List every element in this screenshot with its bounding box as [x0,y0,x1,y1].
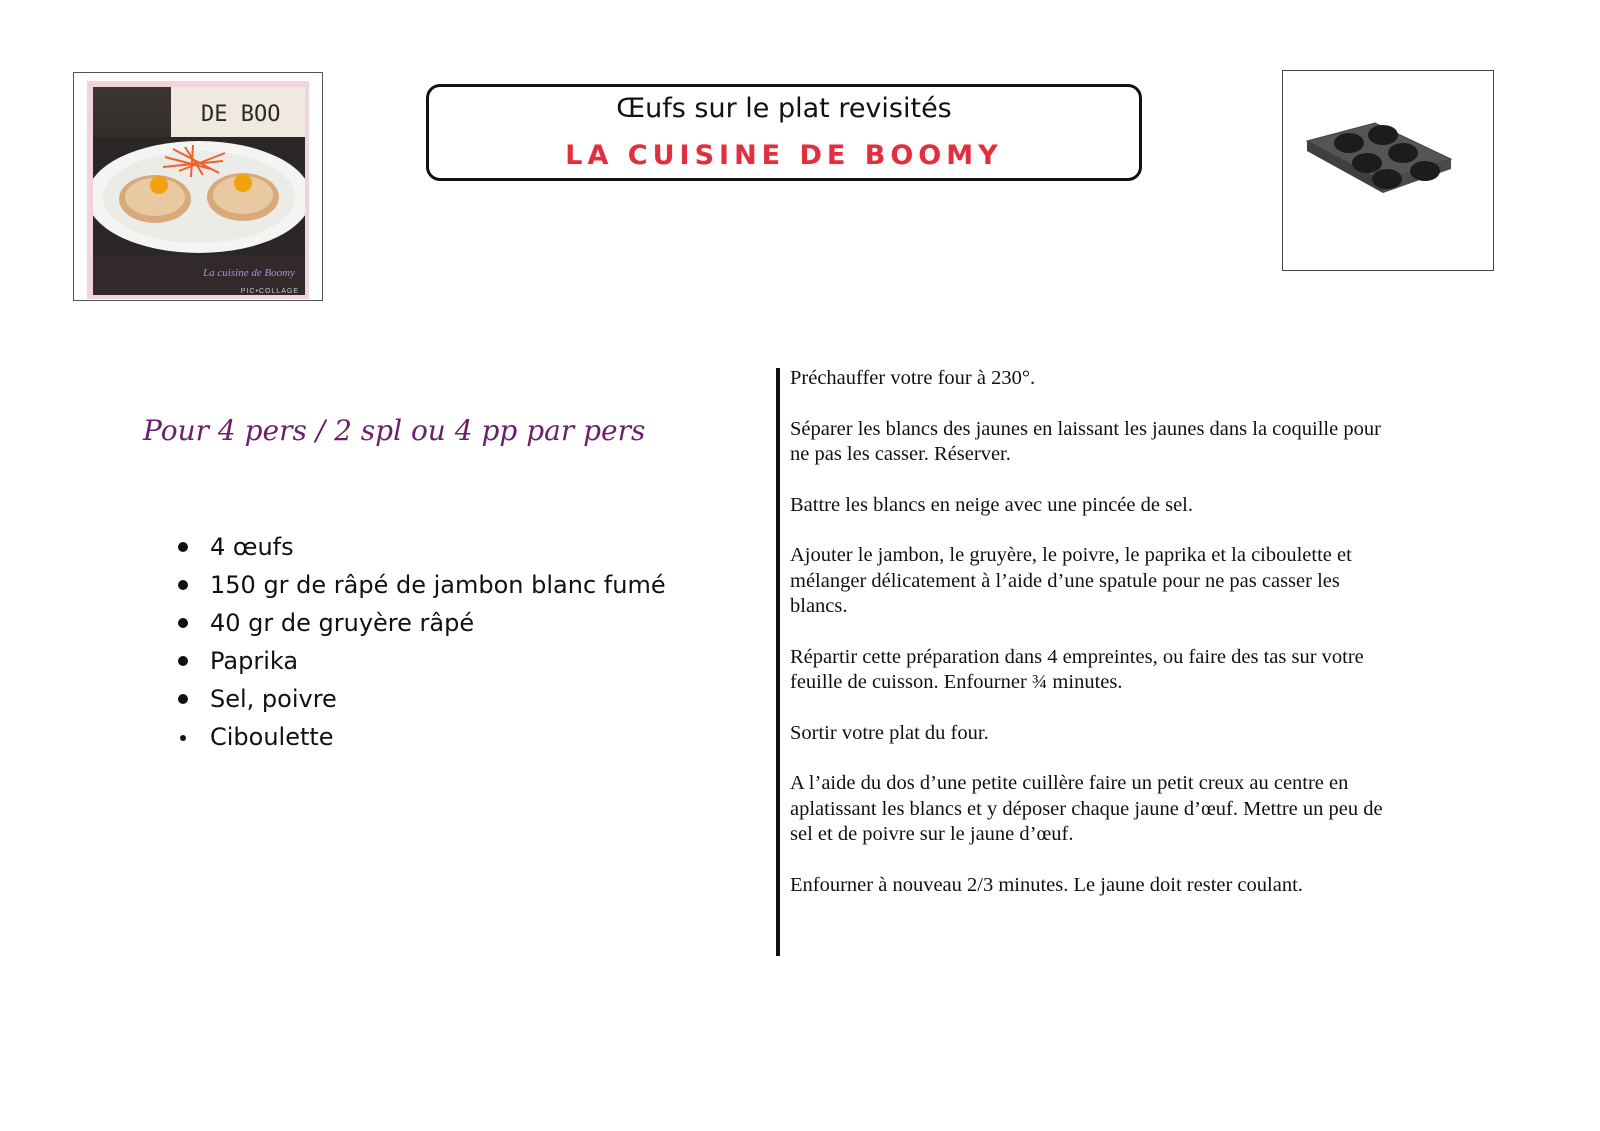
recipe-photo-frame [73,72,323,301]
photo-pink-border [87,81,309,299]
ingredient-item: 4 œufs [176,528,666,566]
step-paragraph: Ajouter le jambon, le gruyère, le poivre, le paprika et la ciboulette et mélanger délicatement à l’aide d’une spatule pour ne pas casser les blancs. [790,544,1352,617]
bullet-icon [178,694,188,704]
ingredient-item: 150 gr de râpé de jambon blanc fumé [176,566,666,604]
photo-caption: La cuisine de Boomy [203,267,295,279]
step-paragraph: Battre les blancs en neige avec une pincée de sel. [790,493,1193,516]
preparation-steps [790,366,1390,923]
bullet-icon [178,580,188,590]
ingredient-item: Sel, poivre [176,680,666,718]
column-divider [776,368,780,956]
bullet-icon [178,618,188,628]
step-paragraph: Enfourner à nouveau 2/3 minutes. Le jaune doit rester coulant. [790,873,1303,896]
ingredients-list [176,528,666,756]
ingredient-item: Paprika [176,642,666,680]
baking-mold-frame [1282,70,1494,271]
step-paragraph: Préchauffer votre four à 230°. [790,367,1036,389]
servings-info: Pour 4 pers / 2 spl ou 4 pp par pers [143,414,646,447]
letter-board-text: DE BOO [201,102,281,127]
step-paragraph: A l’aide du dos d’une petite cuillère faire un petit creux au centre en aplatissant les blancs et y déposer chaque jaune d’œuf. Mettre un peu de sel et de poivre sur le jaune d’œuf. [790,772,1383,845]
eggs-on-plate-illustration [93,87,305,295]
recipe-photo [93,87,305,295]
silicone-mold-icon [1283,71,1493,270]
title-box [426,84,1142,181]
ingredient-item: Ciboulette [176,718,666,756]
step-paragraph: Répartir cette préparation dans 4 empreintes, ou faire des tas sur votre feuille de cuisson. Enfourner ¾ minutes. [790,645,1364,693]
bullet-icon [178,656,188,666]
photo-watermark: PIC•COLLAGE [240,288,299,295]
step-paragraph: Sortir votre plat du four. [790,721,989,744]
brand-name: LA CUISINE DE BOOMY [565,140,1003,171]
step-paragraph: Séparer les blancs des jaunes en laissant les jaunes dans la coquille pour ne pas les casser. Réserver. [790,417,1381,465]
bullet-icon [178,542,188,552]
recipe-title: Œufs sur le plat revisités [616,93,952,124]
ingredient-item: 40 gr de gruyère râpé [176,604,666,642]
bullet-icon [180,735,186,741]
